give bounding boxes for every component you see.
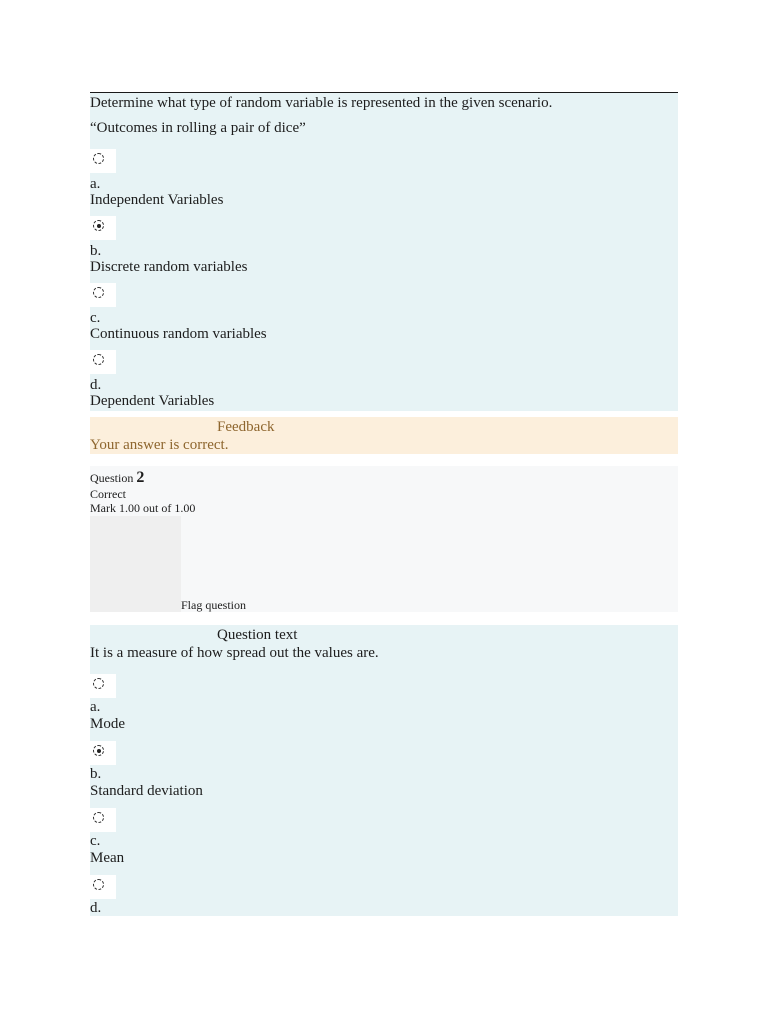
- option-a-radio[interactable]: [90, 149, 116, 173]
- option-a-letter: a.: [90, 176, 101, 192]
- feedback-panel: [90, 417, 678, 454]
- radio-icon: [93, 812, 104, 823]
- option-d-letter: d.: [90, 900, 102, 916]
- question-number: [90, 468, 144, 488]
- option-b-radio[interactable]: [90, 216, 116, 240]
- radio-checked-icon: [93, 745, 104, 756]
- option-c-letter: c.: [90, 833, 101, 849]
- option-a-letter: a.: [90, 699, 101, 715]
- option-d-label[interactable]: Dependent Variables: [90, 393, 215, 409]
- question-2-content: [90, 625, 678, 916]
- flag-question-link[interactable]: Flag question: [181, 598, 246, 612]
- question-state: Correct: [90, 487, 126, 501]
- question-1-content: [90, 93, 678, 411]
- question-2-prompt: It is a measure of how spread out the values are.: [90, 645, 379, 661]
- question-label: Question: [90, 471, 134, 485]
- flag-icon[interactable]: [90, 516, 181, 612]
- radio-checked-icon: [93, 220, 104, 231]
- question-number-value: 2: [136, 469, 145, 486]
- question-1-scenario: “Outcomes in rolling a pair of dice”: [90, 120, 306, 136]
- option-a-radio[interactable]: [90, 674, 116, 698]
- option-d-letter: d.: [90, 377, 102, 393]
- option-d-radio[interactable]: [90, 350, 116, 374]
- option-b-letter: b.: [90, 243, 102, 259]
- question-2-info: [90, 466, 678, 612]
- option-c-label[interactable]: Mean: [90, 850, 125, 866]
- radio-icon: [93, 879, 104, 890]
- radio-icon: [93, 354, 104, 365]
- option-b-label[interactable]: Discrete random variables: [90, 259, 248, 275]
- question-grade: Mark 1.00 out of 1.00: [90, 501, 196, 515]
- option-b-radio[interactable]: [90, 741, 116, 765]
- feedback-title: Feedback: [217, 419, 275, 435]
- radio-icon: [93, 287, 104, 298]
- option-c-label[interactable]: Continuous random variables: [90, 326, 267, 342]
- option-c-letter: c.: [90, 310, 101, 326]
- radio-icon: [93, 153, 104, 164]
- option-a-label[interactable]: Mode: [90, 716, 125, 732]
- radio-icon: [93, 678, 104, 689]
- option-c-radio[interactable]: [90, 283, 116, 307]
- option-b-label[interactable]: Standard deviation: [90, 783, 203, 799]
- option-c-radio[interactable]: [90, 808, 116, 832]
- question-1-prompt: Determine what type of random variable is represented in the given scenario.: [90, 95, 553, 111]
- question-text-heading: Question text: [217, 627, 298, 643]
- option-a-label[interactable]: Independent Variables: [90, 192, 224, 208]
- option-b-letter: b.: [90, 766, 102, 782]
- feedback-text: Your answer is correct.: [90, 437, 229, 453]
- option-d-radio[interactable]: [90, 875, 116, 899]
